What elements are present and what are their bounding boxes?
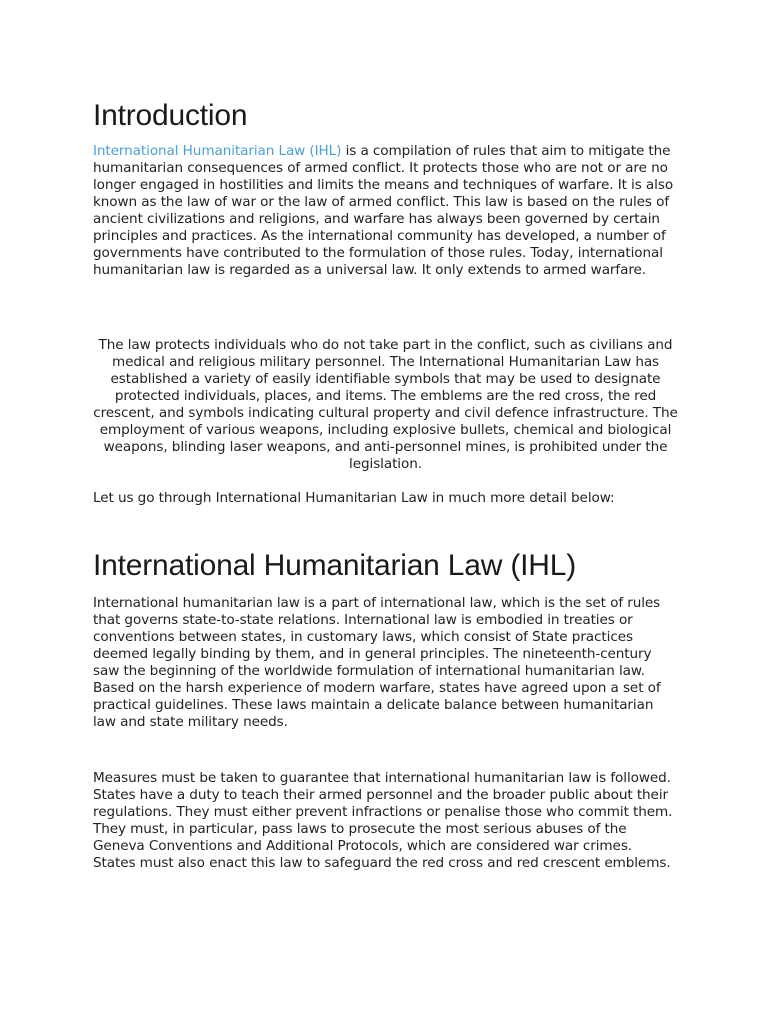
ihl-paragraph-2: Measures must be taken to guarantee that international humanitarian law is followed. States have a duty to teach their armed personnel and the broader public about their regulations. They must either prevent infractions or penalise those who commit them. They must, in particular, pass laws to prosecute the most serious abuses of the Geneva Conventions and Additional Protocols, which are considered war crimes. States must also enact this law to safeguard the red cross and red crescent emblems. — [93, 770, 673, 871]
introduction-paragraph-1-text: is a compilation of rules that aim to mitigate the humanitarian consequences of armed conflict. It protects those who are not or are no longer engaged in hostilities and limits the means and techniques of warfare. It is also known as the law of war or the law of armed conflict. This law is based on the rules of ancient civilizations and religions, and warfare has always been governed by certain principles and practices. As the international community has developed, a number of governments have contributed to the formulation of those rules. Today, international humanitarian law is regarded as a universal law. It only extends to armed warfare. — [93, 143, 674, 278]
introduction-heading: Introduction — [93, 99, 248, 132]
introduction-paragraph-3: Let us go through International Humanitarian Law in much more detail below: — [93, 490, 615, 506]
ihl-paragraph-1: International humanitarian law is a part of international law, which is the set of rules that governs state-to-state relations. International law is embodied in treaties or conventions between states, in customary laws, which consist of State practices deemed legally binding by them, and in general principles. The nineteenth-century saw the beginning of the worldwide formulation of international humanitarian law. Based on the harsh experience of modern warfare, states have agreed upon a set of practical guidelines. These laws maintain a delicate balance between humanitarian law and state military needs. — [93, 595, 661, 730]
introduction-paragraph-2: The law protects individuals who do not take part in the conflict, such as civilians and medical and religious military personnel. The International Humanitarian Law has established a variety of easily identifiable symbols that may be used to designate protected individuals, places, and items. The emblems are the red cross, the red crescent, and symbols indicating cultural property and civil defence infrastructure. The employment of various weapons, including explosive bullets, chemical and biological weapons, blinding laser weapons, and anti-personnel mines, is prohibited under the legislation. — [93, 337, 678, 472]
ihl-link[interactable]: International Humanitarian Law (IHL) — [93, 143, 342, 159]
ihl-section-heading: International Humanitarian Law (IHL) — [93, 549, 577, 582]
introduction-paragraph-1 — [93, 143, 678, 279]
